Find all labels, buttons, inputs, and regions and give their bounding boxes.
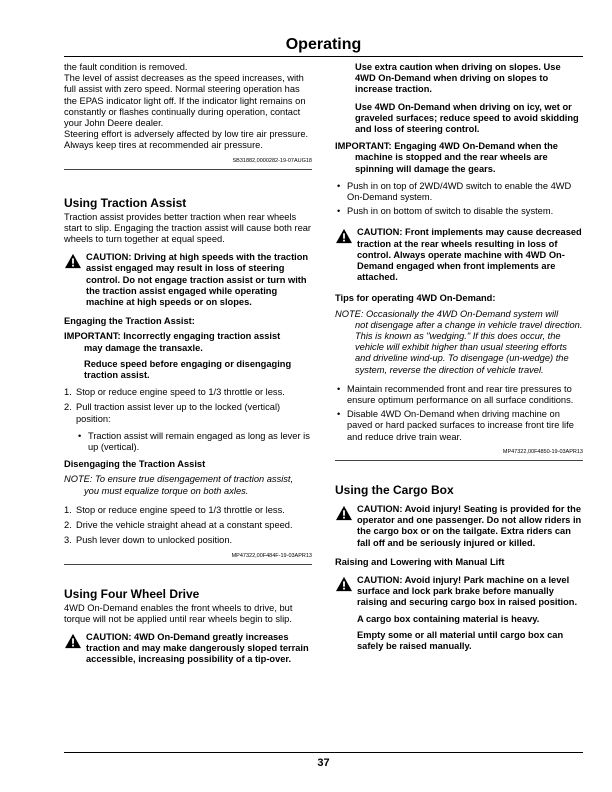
caution-text: CAUTION: 4WD On-Demand greatly increases traction and may make dangerously sloped terrain accessible, increasing possibility of a tip-over. bbox=[86, 631, 309, 665]
intro-paragraph: The level of assist decreases as the speed increases, with full assist with zero speed. Normal steering operation has the EPAS indicator light off. If the indicator light remains on constantly or flashes continually during operation, contact your John Deere dealer. bbox=[64, 73, 306, 129]
note-continued: not disengage after a change in vehicle travel direction. This is known as "wedging." If this does occur, the vehicle will exhibit higher than usual steering efforts and driveline wind-up. To disengage (un-wedge) the system, reverse the direction of vehicle travel. bbox=[355, 319, 583, 375]
tips-bullets bbox=[335, 384, 583, 443]
warning-icon bbox=[335, 576, 353, 592]
subheading-engaging: Engaging the Traction Assist: bbox=[64, 316, 195, 327]
note-lead: NOTE: Occasionally the 4WD On-Demand system will bbox=[335, 308, 559, 319]
list-item: • Traction assist will remain engaged as long as lever is up (vertical). bbox=[78, 430, 310, 453]
right-column bbox=[335, 62, 583, 660]
reference-code: MP47322,00F4850-19-03APR13 bbox=[502, 448, 583, 455]
section-title-traction-assist: Using Traction Assist bbox=[64, 195, 187, 210]
warning-icon bbox=[335, 505, 353, 521]
reference-code: MP47322,00F484F-19-03APR13 bbox=[231, 552, 312, 559]
important-block bbox=[335, 141, 583, 175]
left-column bbox=[64, 62, 312, 674]
caution-text-part: CAUTION: Avoid injury! Park machine on a level surface and lock park brake before manually raising and securing cargo box in raised position. bbox=[357, 574, 578, 608]
list-item: 2. Pull traction assist lever up to the locked (vertical) position: bbox=[64, 402, 281, 424]
important-continued: may damage the transaxle. bbox=[84, 342, 203, 353]
note-block bbox=[64, 474, 312, 496]
list-item: 3. Push lever down to unlocked position. bbox=[64, 535, 233, 546]
warning-icon bbox=[64, 633, 82, 649]
caution-block bbox=[335, 575, 583, 652]
important-block bbox=[64, 331, 312, 381]
list-item: 1. Stop or reduce engine speed to 1/3 throttle or less. bbox=[64, 387, 285, 398]
section-title-cargo-box: Using the Cargo Box bbox=[335, 482, 454, 497]
caution-text: CAUTION: Front implements may cause decreased traction at the rear wheels resulting in loss of control. Always operate machine with 4WD On-Demand engaged when front implements are attached. bbox=[357, 227, 582, 283]
note-block bbox=[335, 309, 583, 376]
caution-text bbox=[357, 575, 583, 652]
traction-assist-intro: Traction assist provides better traction when rear wheels start to slip. Engaging the traction assist will cause both rear wheels to turn together at equal speed. bbox=[64, 211, 312, 245]
important-lead: IMPORTANT: Incorrectly engaging traction assist bbox=[64, 331, 281, 342]
tire-pressure-paragraph: Steering effort is adversely affected by low tire air pressure. Always keep tires at recommended air pressure. bbox=[64, 129, 309, 151]
caution-block bbox=[335, 504, 583, 549]
caution-continued-icy: Use 4WD On-Demand when driving on icy, wet or graveled surfaces; reduce speed to avoid skidding and loss of steering control. bbox=[355, 101, 579, 135]
switch-bullets bbox=[335, 181, 583, 218]
list-item: • Maintain recommended front and rear tire pressures to ensure optimum performance on all surface conditions. bbox=[337, 383, 574, 406]
list-item: 2. Drive the vehicle straight ahead at a constant speed. bbox=[64, 520, 293, 531]
subheading-tips: Tips for operating 4WD On-Demand: bbox=[335, 293, 496, 304]
caution-block bbox=[64, 632, 312, 666]
subheading-disengaging: Disengaging the Traction Assist bbox=[64, 459, 206, 470]
important-lead: IMPORTANT: Engaging 4WD On-Demand when the bbox=[335, 141, 558, 152]
intro-line: the fault condition is removed. bbox=[64, 62, 188, 72]
important-continued: machine is stopped and the rear wheels are spinning will damage the gears. bbox=[355, 152, 548, 174]
subheading-raising-lowering: Raising and Lowering with Manual Lift bbox=[335, 556, 505, 567]
page-number: 37 bbox=[317, 757, 330, 769]
disengaging-steps bbox=[64, 505, 312, 547]
list-item: • Push in on bottom of switch to disable the system. bbox=[337, 206, 554, 217]
list-item: 1. Stop or reduce engine speed to 1/3 throttle or less. bbox=[64, 504, 285, 515]
warning-icon bbox=[64, 253, 82, 269]
caution-text-part: Empty some or all material until cargo box can safely be raised manually. bbox=[357, 629, 564, 651]
note-continued: you must equalize torque on both axles. bbox=[84, 485, 249, 496]
note-lead: NOTE: To ensure true disengagement of traction assist, bbox=[64, 474, 294, 485]
list-item: • Disable 4WD On-Demand when driving machine on paved or hard packed surfaces to increase front tire life and reduce drive train wear. bbox=[337, 409, 574, 442]
footer-divider bbox=[64, 752, 583, 753]
caution-block bbox=[64, 252, 312, 308]
header-divider bbox=[64, 56, 583, 57]
caution-block bbox=[335, 227, 583, 283]
caution-continued-slopes: Use extra caution when driving on slopes. Use 4WD On-Demand when driving on slopes to increase traction. bbox=[355, 62, 561, 95]
list-item: • Push in on top of 2WD/4WD switch to enable the 4WD On-Demand system. bbox=[337, 180, 572, 203]
warning-icon bbox=[335, 228, 353, 244]
reference-code: SB31882,0000282-19-07AUG18 bbox=[232, 157, 312, 164]
section-title-four-wheel-drive: Using Four Wheel Drive bbox=[64, 586, 200, 601]
page-title: Operating bbox=[285, 36, 362, 53]
important-paragraph: Reduce speed before engaging or disengaging traction assist. bbox=[84, 358, 292, 381]
caution-text-part: A cargo box containing material is heavy. bbox=[357, 613, 540, 624]
engaging-steps bbox=[64, 387, 312, 425]
caution-text: CAUTION: Driving at high speeds with the traction assist engaged may result in loss of steering control. Do not engage traction assist or turn with the traction assist engaged while operating machine at high speeds or on slopes. bbox=[86, 252, 309, 308]
engaging-sub-bullets bbox=[64, 431, 312, 453]
caution-text: CAUTION: Avoid injury! Seating is provided for the operator and one passenger. Do not allow riders in the cargo box or on the tailgate. Extra riders can fall off and be seriously injured or killed. bbox=[357, 503, 582, 548]
four-wheel-drive-intro: 4WD On-Demand enables the front wheels to drive, but torque will not be applied until rear wheels begin to slip. bbox=[64, 602, 293, 624]
